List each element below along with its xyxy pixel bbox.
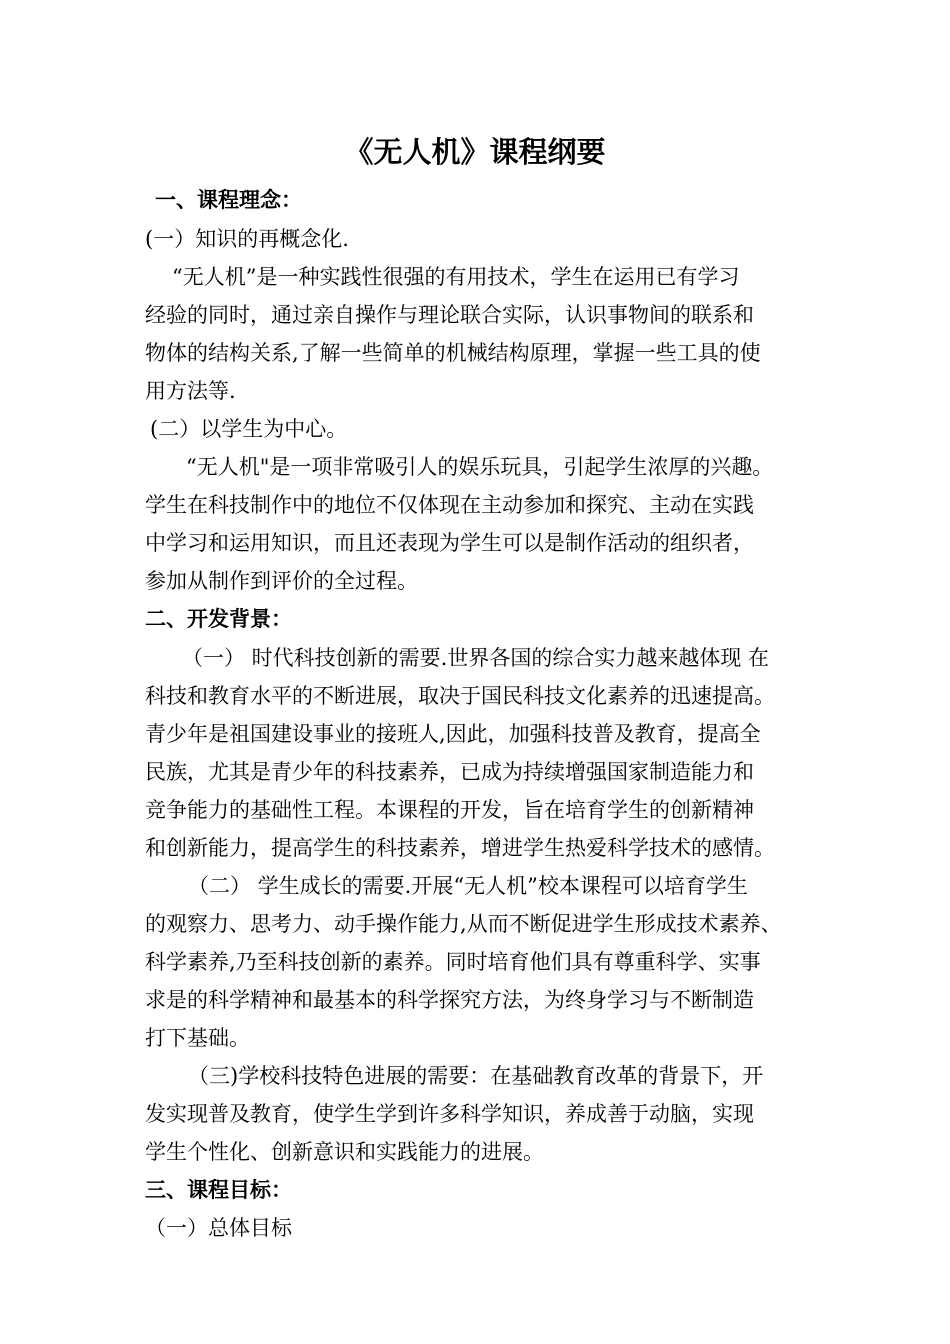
paragraph-line: 参加从制作到评价的全过程。 [145,569,418,593]
document-title: 《无人机》课程纲要 [344,135,606,169]
paragraph-line: 民族，尤其是青少年的科技素养，已成为持续增强国家制造能力和 [145,760,754,784]
paragraph-line: 青少年是祖国建设事业的接班人,因此，加强科技普及教育，提高全 [145,722,761,746]
paragraph-line: 经验的同时，通过亲自操作与理论联合实际，认识事物间的联系和 [145,303,754,327]
subheading-student-centered: (二）以学生为中心。 [150,417,348,441]
section-heading-development-background: 二、开发背景： [145,606,292,631]
section-heading-course-objectives: 三、课程目标： [145,1177,292,1202]
paragraph-line: “无人机"是一项非常吸引人的娱乐玩具，引起学生浓厚的兴趣。 [186,455,774,479]
paragraph-line: 求是的科学精神和最基本的科学探究方法，为终身学习与不断制造 [145,988,754,1012]
paragraph-line: 发实现普及教育，使学生学到许多科学知识，养成善于动脑，实现 [145,1102,754,1126]
paragraph-line: 科技和教育水平的不断进展，取决于国民科技文化素养的迅速提高。 [145,684,775,708]
paragraph-line: （三)学校科技特色进展的需要：在基础教育改革的背景下，开 [188,1064,764,1088]
section-heading-curriculum-philosophy: 一、课程理念： [155,187,302,212]
paragraph-line: 学生个性化、创新意识和实践能力的进展。 [145,1140,544,1164]
paragraph-line: 物体的结构关系,了解一些简单的机械结构原理，掌握一些工具的使 [145,341,761,365]
paragraph-line: 和创新能力，提高学生的科技素养，增进学生热爱科学技术的感情。 [145,836,775,860]
paragraph-line: （二） 学生成长的需要.开展“无人机”校本课程可以培育学生 [188,874,748,898]
paragraph-line: 的观察力、思考力、动手操作能力,从而不断促进学生形成技术素养、 [145,912,782,936]
subheading-reconceptualization: (一）知识的再概念化. [145,227,349,251]
paragraph-line: 竞争能力的基础性工程。本课程的开发，旨在培育学生的创新精神 [145,798,754,822]
paragraph-line: 打下基础。 [145,1026,250,1050]
paragraph-line: 中学习和运用知识，而且还表现为学生可以是制作活动的组织者， [145,531,754,555]
paragraph-line: 用方法等. [145,379,236,403]
subheading-overall-objectives: （一）总体目标 [145,1216,292,1240]
paragraph-line: 科学素养,乃至科技创新的素养。同时培育他们具有尊重科学、实事 [145,950,761,974]
paragraph-line: 学生在科技制作中的地位不仅体现在主动参加和探究、主动在实践 [145,493,754,517]
paragraph-line: “无人机”是一种实践性很强的有用技术，学生在运用已有学习 [172,265,740,289]
paragraph-line: （一） 时代科技创新的需要.世界各国的综合实力越来越体现 在 [182,646,770,670]
